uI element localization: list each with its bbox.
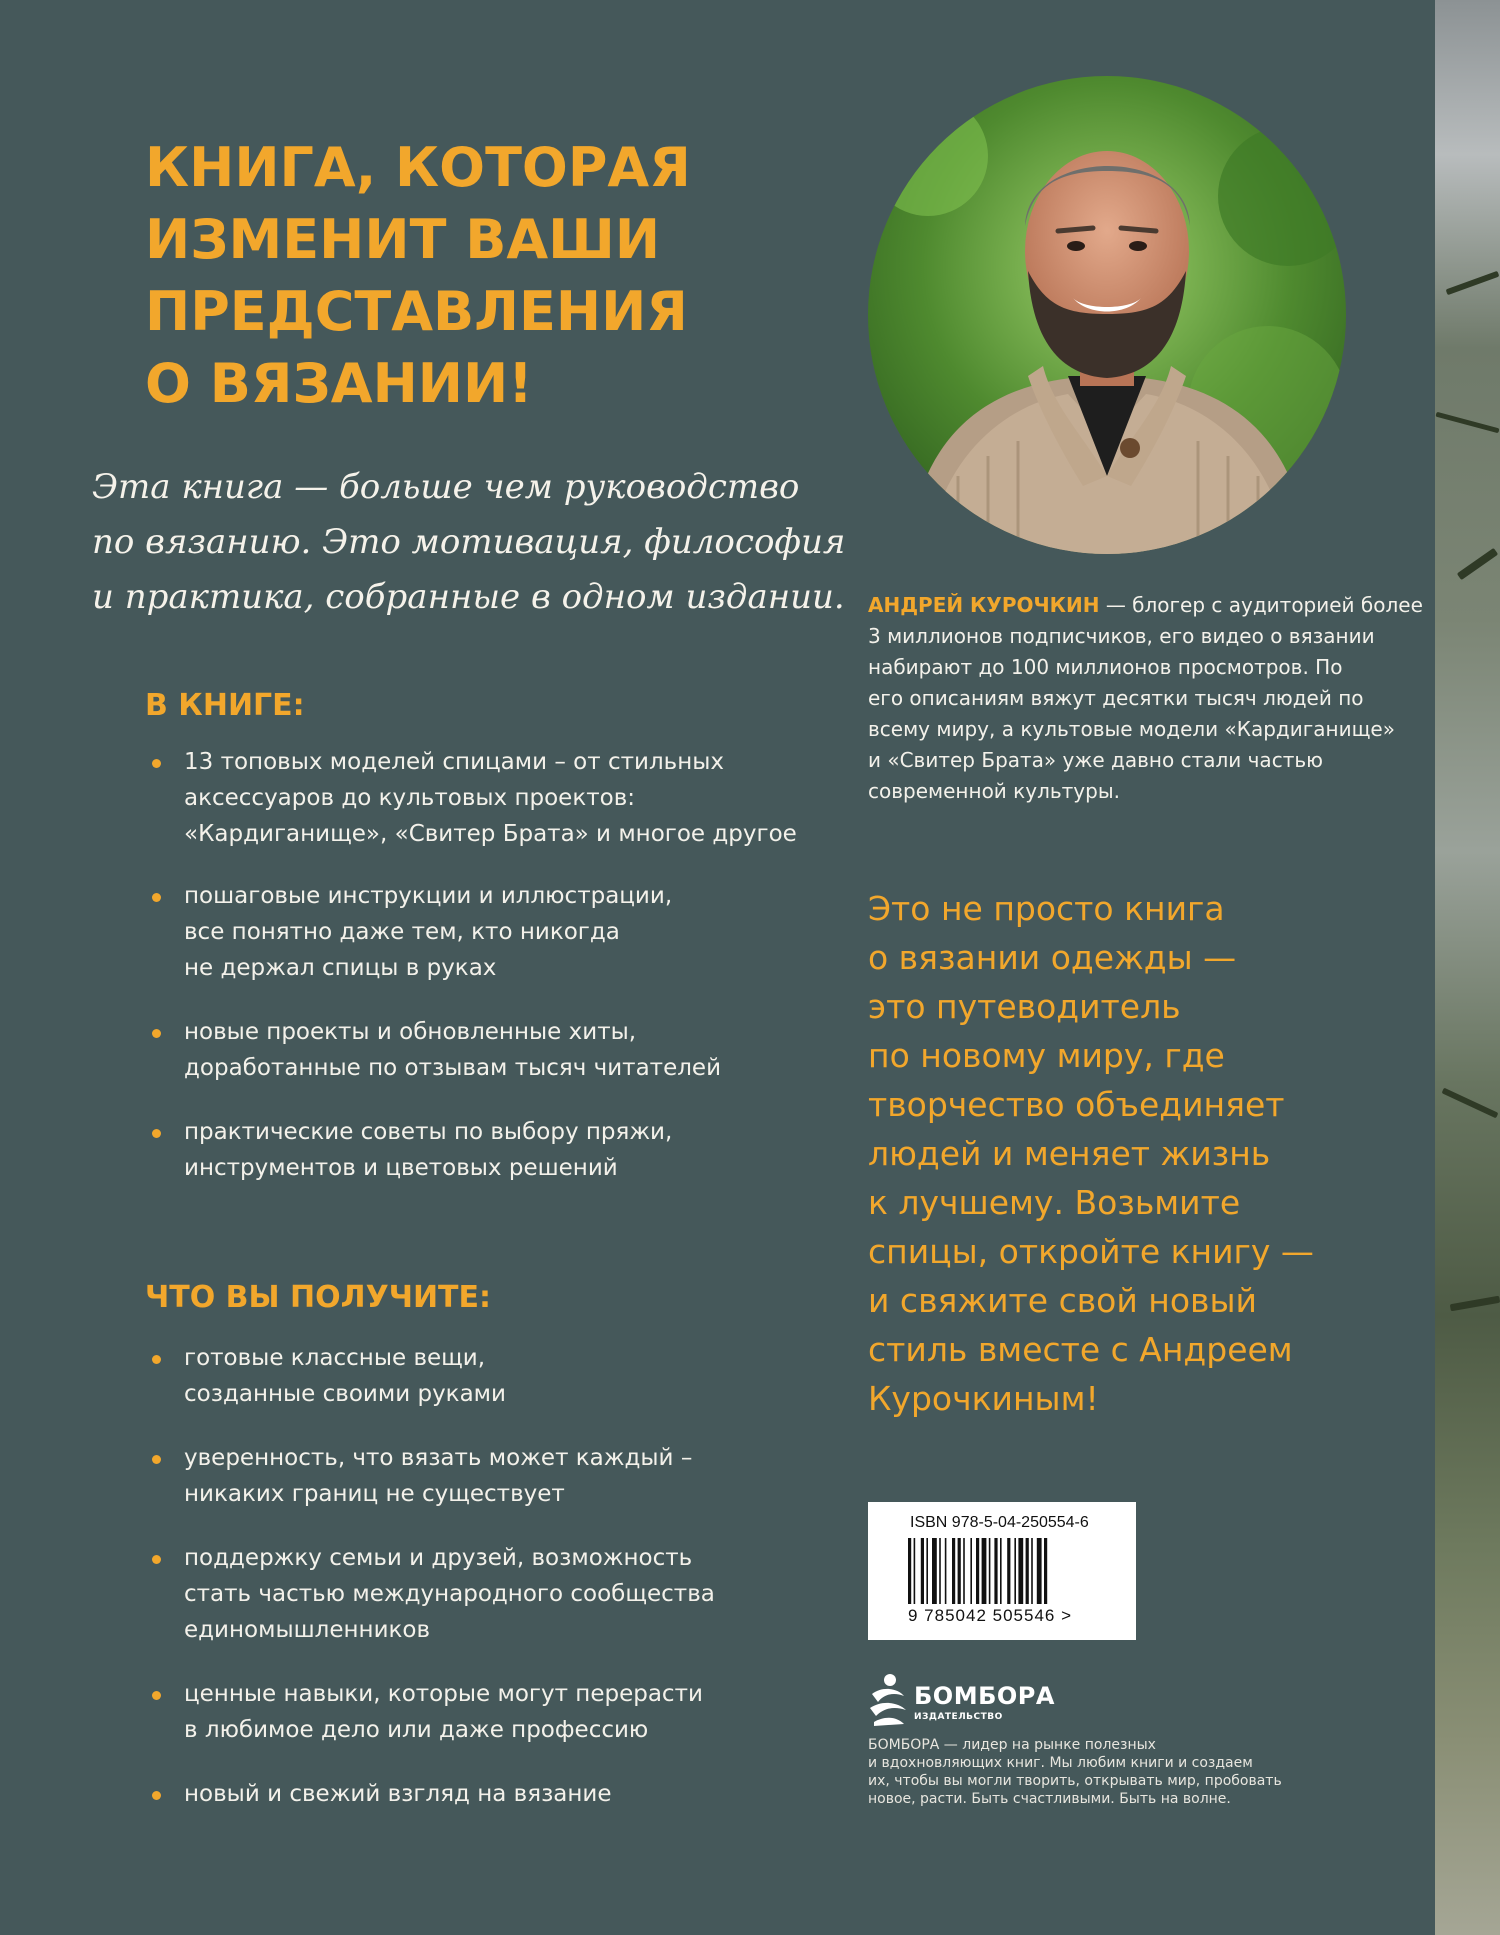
barcode-bar <box>1007 1538 1010 1604</box>
barcode-bar <box>1026 1538 1029 1604</box>
list-item-line: созданные своими руками <box>184 1381 506 1407</box>
quote-line: творчество объединяет <box>868 1085 1285 1124</box>
barcode-bar <box>921 1538 924 1604</box>
quote-line: к лучшему. Возьмите <box>868 1183 1241 1222</box>
publisher-name: БОМБОРА <box>914 1682 1055 1710</box>
barcode-bar <box>1018 1538 1023 1604</box>
barcode-bar <box>1000 1538 1002 1604</box>
barcode-bar <box>926 1538 928 1604</box>
author-name: АНДРЕЙ КУРОЧКИН <box>868 593 1100 617</box>
isbn-barcode <box>868 1502 1136 1640</box>
publisher-subtitle: ИЗДАТЕЛЬСТВО <box>914 1712 1003 1722</box>
barcode-bar <box>932 1538 937 1604</box>
bio-line: современной культуры. <box>868 779 1120 803</box>
bio-line: его описаниям вяжут десятки тысяч людей по <box>868 686 1364 710</box>
headline-line: ПРЕДСТАВЛЕНИЯ <box>145 280 688 343</box>
publisher-line: их, чтобы вы могли творить, открывать мир, пробовать <box>868 1773 1282 1789</box>
in-book-title: В КНИГЕ: <box>145 688 305 723</box>
list-item <box>150 744 797 852</box>
barcode-graphic <box>908 1538 1096 1608</box>
bio-line: 3 миллионов подписчиков, его видео о вязании <box>868 624 1375 648</box>
barcode-bar <box>994 1538 997 1604</box>
bio-line: набирают до 100 миллионов просмотров. По <box>868 655 1343 679</box>
list-item-line: стать частью международного сообщества <box>184 1581 715 1607</box>
pine-branch <box>1446 271 1500 295</box>
pine-branch <box>1457 548 1498 580</box>
list-item-line: поддержку семьи и друзей, возможность <box>184 1545 693 1571</box>
bio-line: и «Свитер Брата» уже давно стали частью <box>868 748 1323 772</box>
list-item-line: все понятно даже тем, кто никогда <box>184 919 620 945</box>
publisher-line: и вдохновляющих книг. Мы любим книги и создаем <box>868 1755 1253 1771</box>
headline-line: ИЗМЕНИТ ВАШИ <box>145 208 661 271</box>
list-item <box>150 1014 750 1086</box>
bio-first-line <box>868 590 1423 621</box>
list-item-line: в любимое дело или даже профессию <box>184 1717 649 1743</box>
quote-line: Это не просто книга <box>868 889 1225 928</box>
barcode-bar <box>914 1538 916 1604</box>
publisher-line: БОМБОРА — лидер на рынке полезных <box>868 1737 1156 1753</box>
barcode-bar <box>982 1538 987 1604</box>
barcode-bar <box>976 1538 979 1604</box>
intro-line: Эта книга — больше чем руководство <box>92 467 800 507</box>
publisher-logo <box>868 1672 1055 1732</box>
barcode-bar <box>989 1538 991 1604</box>
list-item <box>150 1676 750 1748</box>
intro-line: по вязанию. Это мотивация, философия <box>92 522 846 562</box>
quote-line: спицы, откройте книгу — <box>868 1232 1314 1271</box>
barcode-bar <box>952 1538 955 1604</box>
barcode-bar <box>963 1538 965 1604</box>
intro-line: и практика, собранные в одном издании. <box>92 577 845 617</box>
quote-line: стиль вместе с Андреем <box>868 1330 1293 1369</box>
barcode-bar <box>945 1538 947 1604</box>
barcode-bar <box>958 1538 961 1604</box>
list-item-line: уверенность, что вязать может каждый – <box>184 1445 693 1471</box>
list-item-line: практические советы по выбору пряжи, <box>184 1119 673 1145</box>
list-item-line: 13 топовых моделей спицами – от стильных <box>184 749 725 775</box>
barcode-bar <box>939 1538 941 1604</box>
author-photo-illustration <box>868 76 1346 554</box>
list-item <box>150 1114 750 1186</box>
list-item <box>150 878 750 986</box>
barcode-bar <box>1037 1538 1042 1604</box>
pine-branch <box>1450 1296 1500 1312</box>
publisher-line: новое, расти. Быть счастливыми. Быть на волне. <box>868 1791 1231 1807</box>
you-get-title: ЧТО ВЫ ПОЛУЧИТЕ: <box>145 1280 492 1315</box>
barcode-bar <box>1014 1538 1016 1604</box>
list-item-line: никаких границ не существует <box>184 1481 565 1507</box>
list-item-line: доработанные по отзывам тысяч читателей <box>184 1055 722 1081</box>
list-item-line: не держал спицы в руках <box>184 955 497 981</box>
quote-line: по новому миру, где <box>868 1036 1225 1075</box>
headline <box>145 132 705 420</box>
you-get-list <box>150 1340 750 1812</box>
headline-line: О ВЯЗАНИИ! <box>145 352 533 415</box>
list-item <box>150 1340 750 1412</box>
list-item-line: единомышленников <box>184 1617 431 1643</box>
bio-line: всему миру, а культовые модели «Кардиганище» <box>868 717 1395 741</box>
barcode-bar <box>1044 1538 1047 1604</box>
barcode-bar <box>1031 1538 1033 1604</box>
list-item-line: аксессуаров до культовых проектов: <box>184 785 635 811</box>
list-item-line: пошаговые инструкции и иллюстрации, <box>184 883 673 909</box>
list-item-line: ценные навыки, которые могут перерасти <box>184 1681 703 1707</box>
author-portrait <box>868 76 1346 554</box>
isbn-label: ISBN 978-5-04-250554-6 <box>910 1514 1089 1531</box>
list-item-line: новый и свежий взгляд на вязание <box>184 1781 612 1807</box>
quote-line: Курочкиным! <box>868 1379 1099 1418</box>
intro-script-text <box>92 460 846 625</box>
barcode-bar <box>970 1538 972 1604</box>
list-item <box>150 1776 750 1812</box>
barcode-bar <box>908 1538 911 1604</box>
promo-quote <box>868 884 1388 1423</box>
list-item-line: «Кардиганище», «Свитер Брата» и многое другое <box>184 821 797 847</box>
list-item <box>150 1440 750 1512</box>
bombora-wave-icon <box>868 1672 908 1728</box>
in-book-list <box>150 744 797 1186</box>
author-bio <box>868 590 1423 807</box>
list-item-line: готовые классные вещи, <box>184 1345 486 1371</box>
quote-line: людей и меняет жизнь <box>868 1134 1271 1173</box>
list-item-line: инструментов и цветовых решений <box>184 1155 618 1181</box>
headline-line: КНИГА, КОТОРАЯ <box>145 136 691 199</box>
front-cover-photo-edge <box>1435 0 1500 1935</box>
quote-line: о вязании одежды — <box>868 938 1237 977</box>
quote-line: и свяжите свой новый <box>868 1281 1258 1320</box>
list-item <box>150 1540 750 1648</box>
publisher-description <box>868 1736 1288 1808</box>
pine-branch <box>1442 1088 1499 1119</box>
list-item-line: новые проекты и обновленные хиты, <box>184 1019 637 1045</box>
bio-text: — блогер с аудиторией более <box>1099 593 1423 617</box>
quote-line: это путеводитель <box>868 987 1181 1026</box>
isbn-digits: 9 785042 505546 > <box>908 1606 1073 1625</box>
pine-branch <box>1435 412 1499 434</box>
